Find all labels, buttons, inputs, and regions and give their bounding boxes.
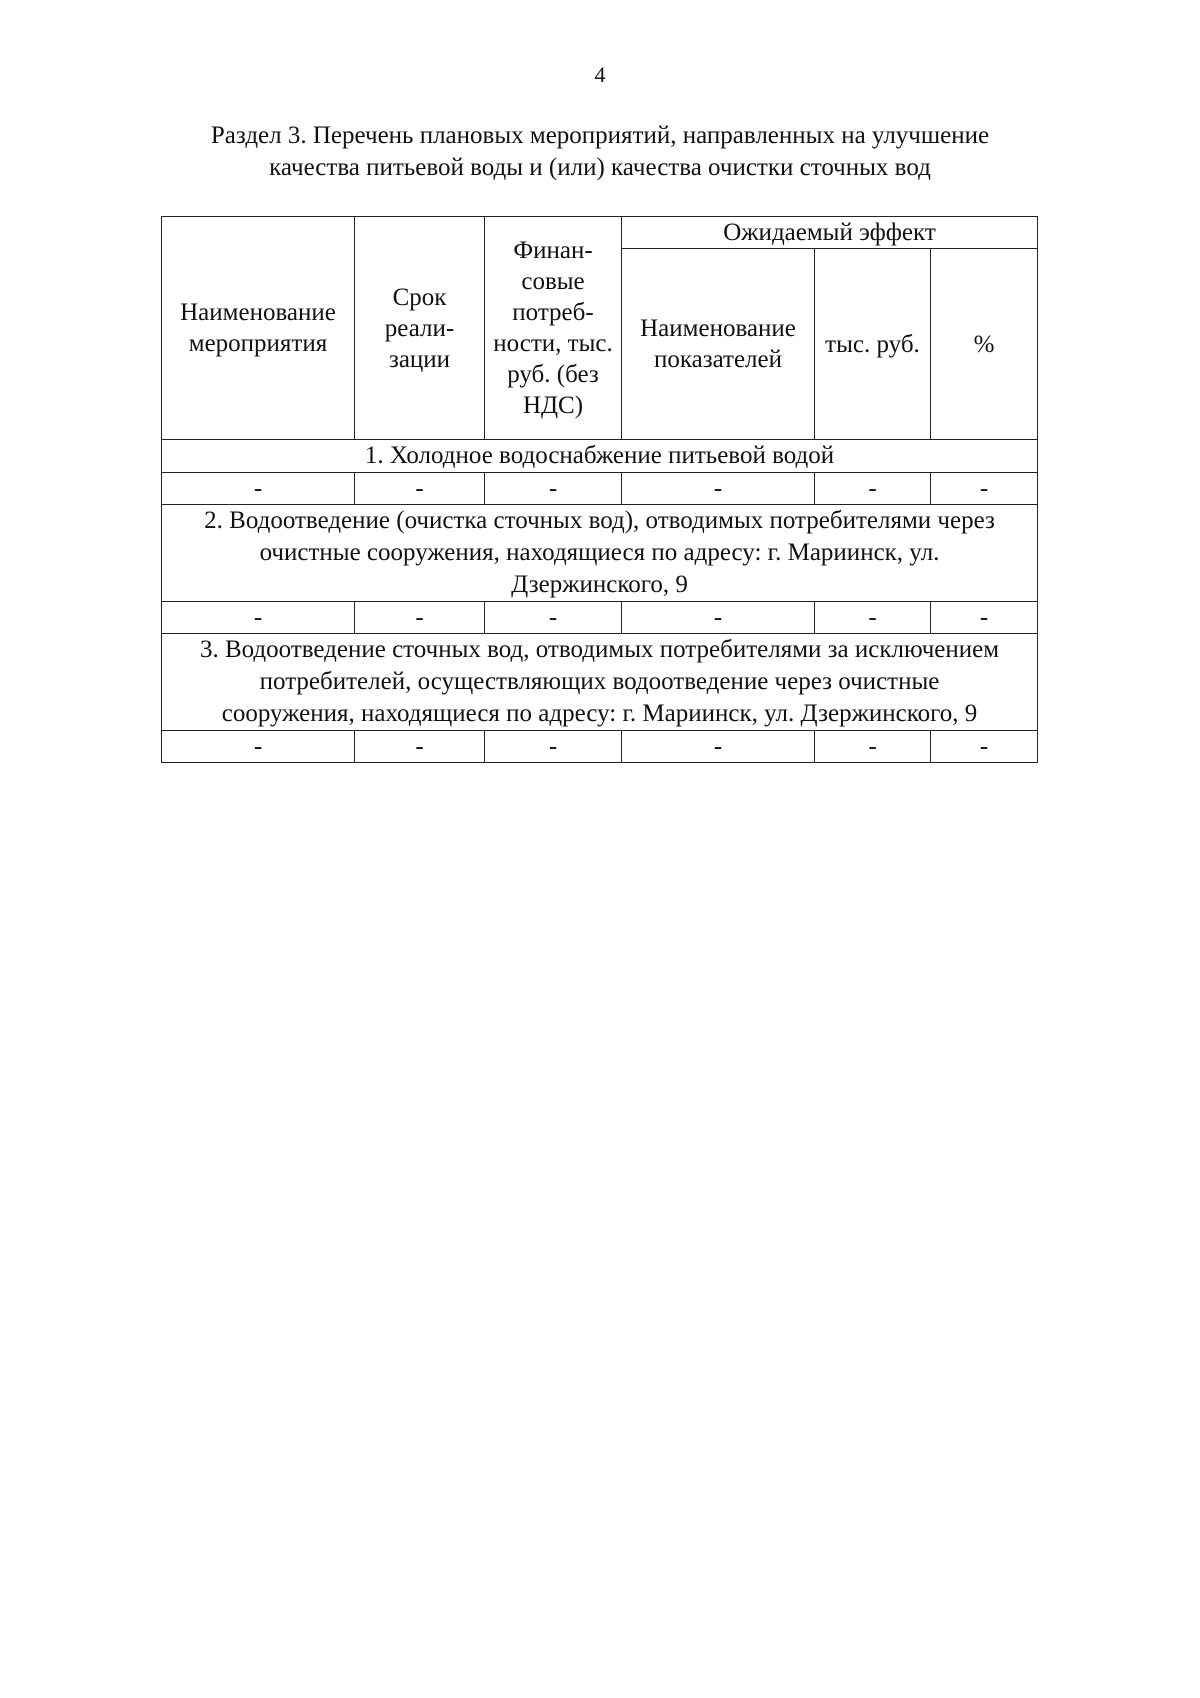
measures-table (161, 216, 1038, 763)
table-header-row (162, 217, 1038, 249)
table-cell: - (931, 473, 1038, 505)
table-row (162, 473, 1038, 505)
section-row (162, 634, 1038, 731)
table-cell: - (622, 473, 815, 505)
section-title-cell: 1. Холодное водоснабжение питьевой водой (162, 440, 1038, 473)
table-cell: - (355, 602, 485, 634)
table-cell: - (485, 473, 622, 505)
section-row (162, 440, 1038, 473)
table-cell: - (622, 731, 815, 763)
header-event-name: Наименование мероприятия (162, 217, 355, 440)
table-cell: - (622, 602, 815, 634)
table-cell: - (162, 473, 355, 505)
page-number: 4 (594, 62, 606, 87)
header-indicator-name: Наименование показателей (622, 249, 815, 440)
table-cell: - (485, 602, 622, 634)
table-row (162, 602, 1038, 634)
header-finance: Финан-совые потреб-ности, тыс. руб. (без НДС) (485, 217, 622, 440)
table-cell: - (485, 731, 622, 763)
table-cell: - (931, 731, 1038, 763)
section-title-cell: 3. Водоотведение сточных вод, отводимых потребителями за исключением потребителей, осуществляющих водоотведение через очистные сооружения, находящиеся по адресу: г. Мариинск, ул. Дзержинского, 9 (162, 634, 1038, 731)
section-row (162, 505, 1038, 602)
header-expected-effect: Ожидаемый эффект (622, 217, 1038, 249)
table-cell: - (355, 731, 485, 763)
table-cell: - (162, 731, 355, 763)
header-period: Срок реали-зации (355, 217, 485, 440)
table-cell: - (815, 473, 931, 505)
section-title-line-2: качества питьевой воды и (или) качества очистки сточных вод (269, 154, 931, 181)
table-cell: - (931, 602, 1038, 634)
table-cell: - (815, 602, 931, 634)
table-cell: - (355, 473, 485, 505)
table-row (162, 731, 1038, 763)
header-thousand-rub: тыс. руб. (815, 249, 931, 440)
table-cell: - (162, 602, 355, 634)
section-title (150, 120, 1050, 184)
header-percent: % (931, 249, 1038, 440)
section-title-line-1: Раздел 3. Перечень плановых мероприятий, направленных на улучшение (210, 122, 990, 149)
table-cell: - (815, 731, 931, 763)
section-title-cell: 2. Водоотведение (очистка сточных вод), отводимых потребителями через очистные сооружения, находящиеся по адресу: г. Мариинск, ул. Дзержинского, 9 (162, 505, 1038, 602)
